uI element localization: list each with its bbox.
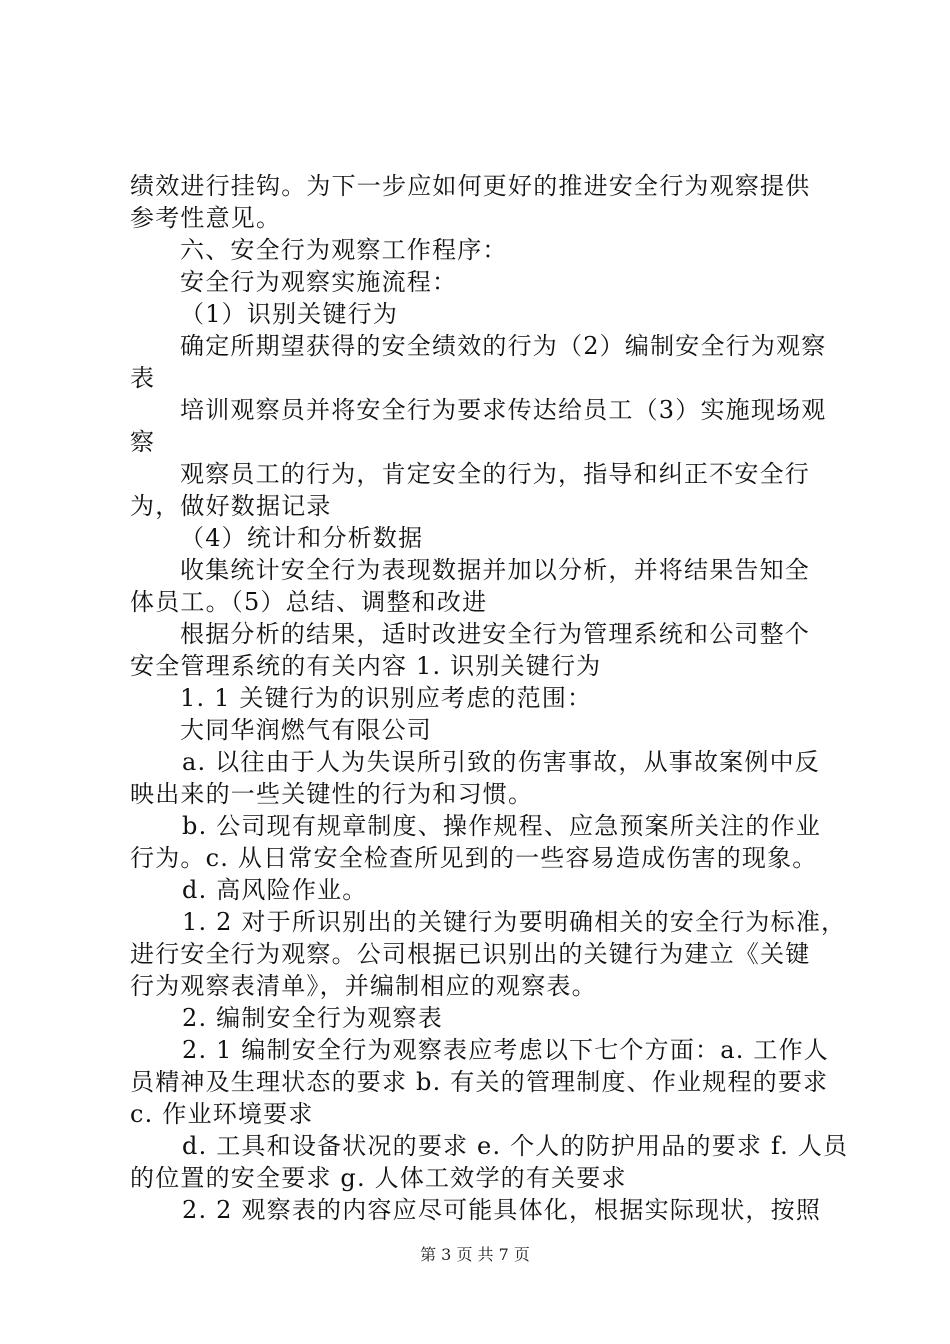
text-line: b. 公司现有规章制度、操作规程、应急预案所关注的作业 — [182, 812, 822, 840]
text-line: 1. 2 对于所识别出的关键行为要明确相关的安全行为标准， — [182, 908, 847, 936]
page-footer: 第 3 页 共 7 页 — [420, 1245, 530, 1264]
text-line: d. 工具和设备状况的要求 e. 个人的防护用品的要求 f. 人员 — [182, 1132, 849, 1160]
document-body — [130, 170, 849, 1226]
text-line: 行为观察表清单》，并编制相应的观察表。 — [130, 972, 597, 1000]
text-line: 表 — [130, 364, 156, 392]
text-line: 为，做好数据记录 — [130, 492, 332, 520]
text-line: 培训观察员并将安全行为要求传达给员工（3）实施现场观 — [180, 396, 827, 424]
text-line: 1. 1 关键行为的识别应考虑的范围： — [180, 684, 593, 712]
text-line: 根据分析的结果，适时改进安全行为管理系统和公司整个 — [180, 620, 810, 648]
text-line: 2. 2 观察表的内容应尽可能具体化，根据实际现状，按照 — [182, 1196, 822, 1224]
text-line: （4）统计和分析数据 — [180, 524, 424, 552]
text-line: 2. 编制安全行为观察表 — [182, 1004, 443, 1032]
text-line: 参考性意见。 — [130, 204, 282, 232]
text-line: 确定所期望获得的安全绩效的行为（2）编制安全行为观察 — [180, 332, 827, 360]
text-line: 察 — [130, 428, 156, 456]
text-line: 映出来的一些关键性的行为和习惯。 — [130, 780, 534, 808]
text-line: a. 以往由于人为失误所引致的伤害事故，从事故案例中反 — [182, 748, 820, 776]
text-line: 的位置的安全要求 g. 人体工效学的有关要求 — [130, 1164, 627, 1192]
text-line: 观察员工的行为，肯定安全的行为，指导和纠正不安全行 — [180, 460, 810, 488]
text-line: （1）识别关键行为 — [180, 300, 399, 328]
text-line: c. 作业环境要求 — [130, 1100, 314, 1128]
text-line: 员精神及生理状态的要求 b. 有关的管理制度、作业规程的要求 — [130, 1068, 829, 1096]
text-line: 行为。c. 从日常安全检查所见到的一些容易造成伤害的现象。 — [130, 844, 818, 872]
text-line: 进行安全行为观察。公司根据已识别出的关键行为建立《关键 — [130, 940, 811, 968]
text-line: 收集统计安全行为表现数据并加以分析，并将结果告知全 — [180, 556, 810, 584]
text-line: 安全行为观察实施流程： — [180, 268, 458, 296]
text-line: 六、安全行为观察工作程序： — [180, 236, 508, 264]
text-line: 大同华润燃气有限公司 — [180, 716, 432, 744]
text-line: 2. 1 编制安全行为观察表应考虑以下七个方面：a. 工作人 — [182, 1036, 829, 1064]
text-line: 安全管理系统的有关内容 1. 识别关键行为 — [130, 652, 602, 680]
text-line: 体员工。（5）总结、调整和改进 — [130, 588, 488, 616]
text-line: 绩效进行挂钩。为下一步应如何更好的推进安全行为观察提供 — [130, 172, 811, 200]
text-line: d. 高风险作业。 — [182, 876, 368, 904]
